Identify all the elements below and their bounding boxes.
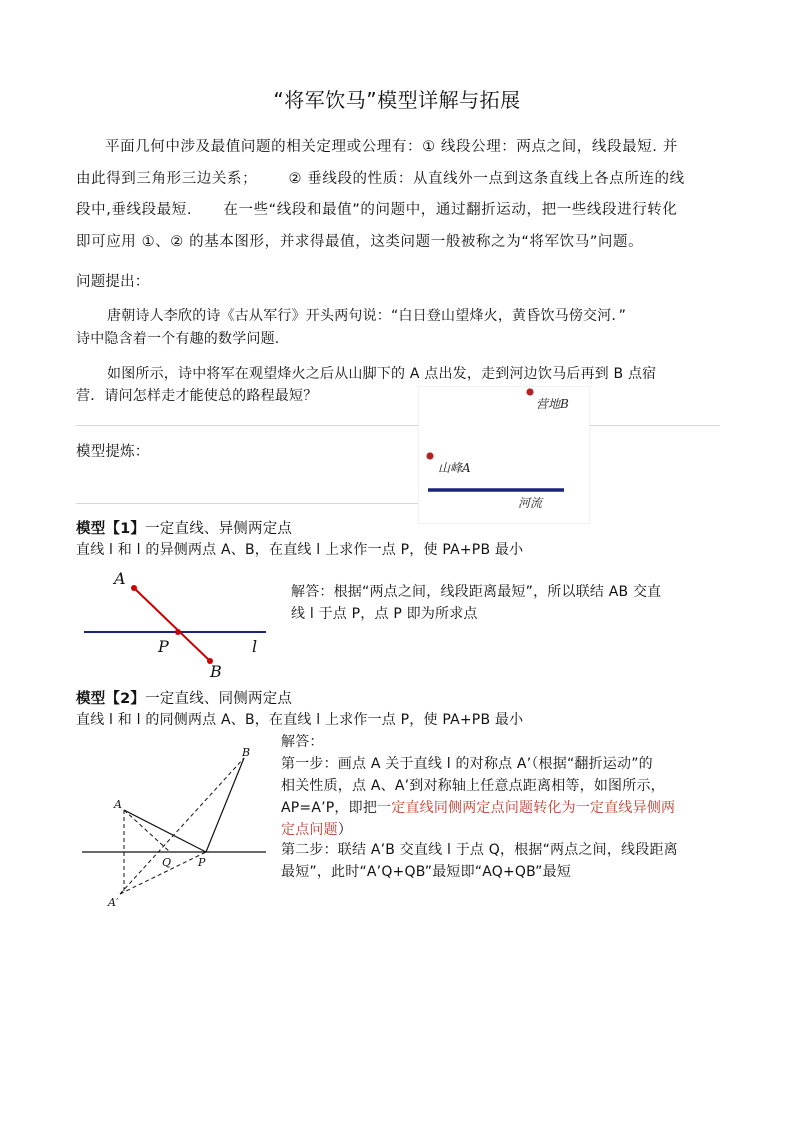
intro-line-2: 由此得到三角形三边关系； ② 垂线段的性质：从直线外一点到这条直线上各点所连的线 xyxy=(76,170,685,187)
intro-line-3: 段中,垂线段最短. 在一些“线段和最值”的问题中，通过翻折运动，把一些线段进行转化 xyxy=(76,202,678,218)
model2-step1-line-4-plain: ） xyxy=(337,822,353,838)
model2-step1-line-3-red: 一定直线同侧两定点问题转化为一定直线异侧两 xyxy=(377,800,676,816)
model2-step1-line-3 xyxy=(281,797,675,819)
poem-line-2: 诗中隐含着一个有趣的数学问题. xyxy=(76,331,280,347)
model1-figure xyxy=(78,566,278,678)
model2-step1-line-2: 相关性质，点 A、A’到对称轴上任意点距离相等，如图所示， xyxy=(281,778,665,794)
model1-label-l: l xyxy=(252,637,258,656)
mountain-point xyxy=(426,452,433,459)
model1-label-a: A xyxy=(114,569,126,588)
river-label: 河流 xyxy=(518,496,543,510)
model2-label-p: P xyxy=(198,856,206,869)
camp-point xyxy=(526,388,533,395)
mountain-label: 山峰A xyxy=(438,461,471,475)
model2-dash-aq xyxy=(124,810,170,852)
model1-label-b: B xyxy=(210,662,222,678)
model2-step2-line-1: 第二步：联结 A’B 交直线 l 于点 Q，根据“两点之间，线段距离 xyxy=(281,842,678,858)
model2-answer-heading: 解答： xyxy=(281,734,324,750)
intro-line-4: 即可应用 ①、② 的基本图形，并求得最值，这类问题一般被称之为“将军饮马”问题。 xyxy=(76,233,644,250)
intro-line-1: 平面几何中涉及最值问题的相关定理或公理有：① 线段公理：两点之间，线段最短. 并 xyxy=(105,139,678,155)
model1-answer-line-1: 解答：根据“两点之间，线段距离最短”，所以联结 AB 交直 xyxy=(291,584,662,600)
model2-segment-pb xyxy=(206,758,244,852)
model2-segment-ap xyxy=(124,810,206,852)
model2-label-b: B xyxy=(242,746,251,759)
model2-label-a-prime: A′ xyxy=(108,896,119,909)
divider-2 xyxy=(76,503,418,504)
model1-segment-ab xyxy=(134,588,210,661)
model1-label-p: P xyxy=(158,637,169,656)
page-title: “将军饮马”模型详解与拓展 xyxy=(273,88,521,112)
model1-point-p xyxy=(175,629,181,635)
model2-step1-line-3-plain: AP=A’P，即把 xyxy=(281,800,378,816)
model2-dash-a-prime-b xyxy=(120,758,244,894)
problem-heading: 问题提出： xyxy=(76,274,150,290)
model1-title xyxy=(76,518,292,540)
question-line-2: 营．请问怎样走才能使总的路程最短？ xyxy=(76,388,318,404)
model2-title-rest: 一定直线、同侧两定点 xyxy=(145,691,293,707)
model2-step2-line-2: 最短”，此时“A’Q+QB”最短即“AQ+QB”最短 xyxy=(281,864,572,880)
question-line-1: 如图所示，诗中将军在观望烽火之后从山脚下的 A 点出发，走到河边饮马后再到 B 点宿 xyxy=(107,366,657,382)
divider-1b xyxy=(590,425,720,426)
camp-label: 营地B xyxy=(536,397,569,411)
model2-step1-line-1: 第一步：画点 A 关于直线 l 的对称点 A’（根据“翻折运动”的 xyxy=(281,756,653,772)
intro-paragraph xyxy=(76,132,720,258)
model2-step1-line-4-red: 定点问题 xyxy=(281,822,338,838)
model-refine-heading: 模型提炼： xyxy=(76,444,150,460)
model2-label-a: A xyxy=(114,798,122,811)
model2-figure xyxy=(80,740,280,910)
divider-1 xyxy=(76,425,418,426)
model1-point-a xyxy=(131,585,137,591)
model2-statement: 直线 l 和 l 的同侧两点 A、B，在直线 l 上求作一点 P，使 PA+PB 最小 xyxy=(76,712,524,728)
model1-title-rest: 一定直线、异侧两定点 xyxy=(145,521,293,537)
poem-line-1: 唐朝诗人李欣的诗《古从军行》开头两句说：“白日登山望烽火，黄昏饮马傍交河．” xyxy=(107,308,627,324)
model2-title xyxy=(76,688,292,710)
model2-title-bold: 模型【2】 xyxy=(76,691,146,707)
camp-river-figure xyxy=(418,386,590,524)
model1-statement: 直线 l 和 l 的异侧两点 A、B，在直线 l 上求作一点 P，使 PA+PB 最小 xyxy=(76,542,524,558)
model1-title-bold: 模型【1】 xyxy=(76,521,146,537)
model2-step1-line-4 xyxy=(281,819,352,841)
model1-answer-line-2: 线 l 于点 P，点 P 即为所求点 xyxy=(291,606,478,622)
model2-label-q: Q xyxy=(162,856,172,869)
